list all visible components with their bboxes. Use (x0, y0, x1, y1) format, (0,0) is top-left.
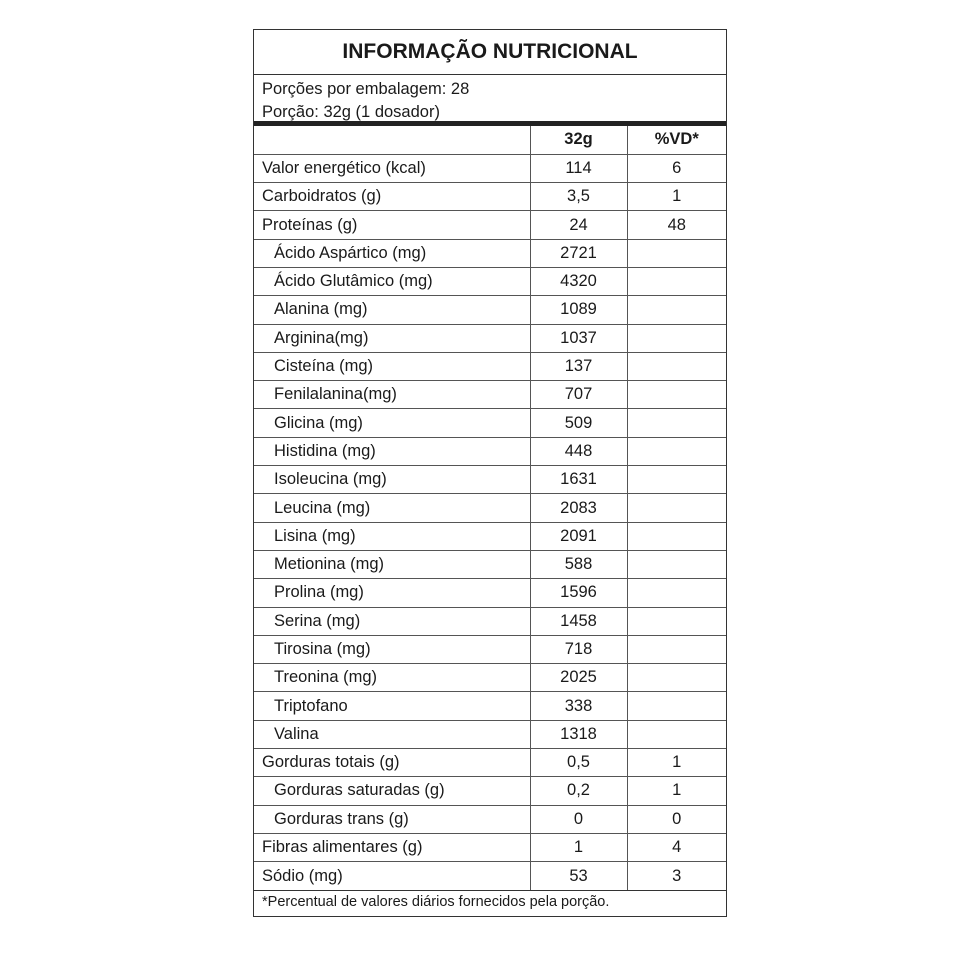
nutrient-name: Gorduras trans (g) (254, 805, 530, 833)
nutrient-amount: 1631 (530, 466, 627, 494)
nutrient-name: Tirosina (mg) (254, 635, 530, 663)
nutrient-amount: 1089 (530, 296, 627, 324)
nutrient-dv (627, 550, 726, 578)
nutrient-name: Valina (254, 720, 530, 748)
nutrient-amount: 1 (530, 833, 627, 861)
nutrient-dv: 1 (627, 183, 726, 211)
nutrient-name: Metionina (mg) (254, 550, 530, 578)
nutrient-name: Leucina (mg) (254, 494, 530, 522)
nutrition-table-body (254, 126, 726, 890)
nutrient-amount: 24 (530, 211, 627, 239)
nutrition-facts-label (253, 29, 727, 917)
table-row (254, 777, 726, 805)
table-row (254, 635, 726, 663)
nutrient-dv (627, 324, 726, 352)
nutrient-name: Ácido Aspártico (mg) (254, 239, 530, 267)
table-row (254, 352, 726, 380)
nutrient-amount: 1318 (530, 720, 627, 748)
nutrient-dv (627, 466, 726, 494)
nutrient-dv (627, 352, 726, 380)
nutrient-dv (627, 579, 726, 607)
table-row (254, 664, 726, 692)
table-header-row (254, 126, 726, 154)
nutrient-name: Fibras alimentares (g) (254, 833, 530, 861)
nutrient-dv: 1 (627, 749, 726, 777)
nutrient-dv (627, 522, 726, 550)
table-row (254, 267, 726, 295)
nutrient-amount: 3,5 (530, 183, 627, 211)
table-row (254, 296, 726, 324)
nutrient-amount: 338 (530, 692, 627, 720)
table-row (254, 692, 726, 720)
nutrient-dv (627, 239, 726, 267)
nutrient-amount: 1458 (530, 607, 627, 635)
nutrient-name: Histidina (mg) (254, 437, 530, 465)
nutrient-amount: 2091 (530, 522, 627, 550)
table-row (254, 154, 726, 182)
label-title: INFORMAÇÃO NUTRICIONAL (254, 30, 726, 75)
table-row (254, 833, 726, 861)
table-row (254, 607, 726, 635)
table-row (254, 579, 726, 607)
table-row (254, 437, 726, 465)
serving-size: Porção: 32g (1 dosador) (262, 103, 440, 121)
table-row (254, 239, 726, 267)
nutrient-name: Valor energético (kcal) (254, 154, 530, 182)
nutrient-name: Treonina (mg) (254, 664, 530, 692)
table-row (254, 805, 726, 833)
header-name-cell (254, 126, 530, 154)
nutrient-dv (627, 437, 726, 465)
nutrient-dv: 0 (627, 805, 726, 833)
nutrient-dv (627, 409, 726, 437)
nutrient-amount: 4320 (530, 267, 627, 295)
nutrient-dv: 1 (627, 777, 726, 805)
nutrient-amount: 0,2 (530, 777, 627, 805)
table-row (254, 550, 726, 578)
nutrient-dv (627, 296, 726, 324)
nutrient-amount: 2721 (530, 239, 627, 267)
nutrient-amount: 718 (530, 635, 627, 663)
nutrient-amount: 137 (530, 352, 627, 380)
nutrient-amount: 448 (530, 437, 627, 465)
nutrient-amount: 509 (530, 409, 627, 437)
nutrient-dv (627, 664, 726, 692)
nutrient-name: Prolina (mg) (254, 579, 530, 607)
nutrient-amount: 53 (530, 862, 627, 890)
nutrient-dv (627, 267, 726, 295)
table-row (254, 522, 726, 550)
nutrient-dv (627, 720, 726, 748)
table-row (254, 324, 726, 352)
nutrient-amount: 0,5 (530, 749, 627, 777)
nutrient-dv (627, 494, 726, 522)
footnote: *Percentual de valores diários fornecidos pela porção. (254, 890, 726, 916)
table-row (254, 211, 726, 239)
nutrient-dv (627, 607, 726, 635)
nutrient-dv (627, 692, 726, 720)
nutrient-dv: 6 (627, 154, 726, 182)
nutrient-name: Serina (mg) (254, 607, 530, 635)
nutrient-amount: 1596 (530, 579, 627, 607)
table-row (254, 862, 726, 890)
serving-info (254, 75, 726, 126)
nutrient-amount: 707 (530, 381, 627, 409)
nutrient-name: Fenilalanina(mg) (254, 381, 530, 409)
nutrient-name: Gorduras totais (g) (254, 749, 530, 777)
nutrient-dv: 4 (627, 833, 726, 861)
nutrient-name: Proteínas (g) (254, 211, 530, 239)
nutrient-name: Alanina (mg) (254, 296, 530, 324)
servings-per-package: Porções por embalagem: 28 (262, 80, 470, 98)
table-row (254, 494, 726, 522)
table-row (254, 381, 726, 409)
nutrient-amount: 0 (530, 805, 627, 833)
nutrient-name: Ácido Glutâmico (mg) (254, 267, 530, 295)
table-row (254, 409, 726, 437)
nutrient-name: Gorduras saturadas (g) (254, 777, 530, 805)
nutrient-amount: 114 (530, 154, 627, 182)
nutrient-amount: 588 (530, 550, 627, 578)
nutrient-name: Arginina(mg) (254, 324, 530, 352)
nutrient-name: Carboidratos (g) (254, 183, 530, 211)
nutrient-dv: 48 (627, 211, 726, 239)
nutrient-amount: 1037 (530, 324, 627, 352)
table-row (254, 749, 726, 777)
nutrient-amount: 2083 (530, 494, 627, 522)
nutrient-name: Cisteína (mg) (254, 352, 530, 380)
nutrient-dv (627, 635, 726, 663)
nutrient-name: Glicina (mg) (254, 409, 530, 437)
header-amount-cell: 32g (530, 126, 627, 154)
nutrient-dv: 3 (627, 862, 726, 890)
table-row (254, 720, 726, 748)
table-row (254, 466, 726, 494)
nutrition-table (254, 126, 726, 890)
nutrient-name: Sódio (mg) (254, 862, 530, 890)
nutrient-name: Triptofano (254, 692, 530, 720)
nutrient-name: Lisina (mg) (254, 522, 530, 550)
header-dv-cell: %VD* (627, 126, 726, 154)
table-row (254, 183, 726, 211)
nutrient-name: Isoleucina (mg) (254, 466, 530, 494)
nutrient-amount: 2025 (530, 664, 627, 692)
nutrient-dv (627, 381, 726, 409)
